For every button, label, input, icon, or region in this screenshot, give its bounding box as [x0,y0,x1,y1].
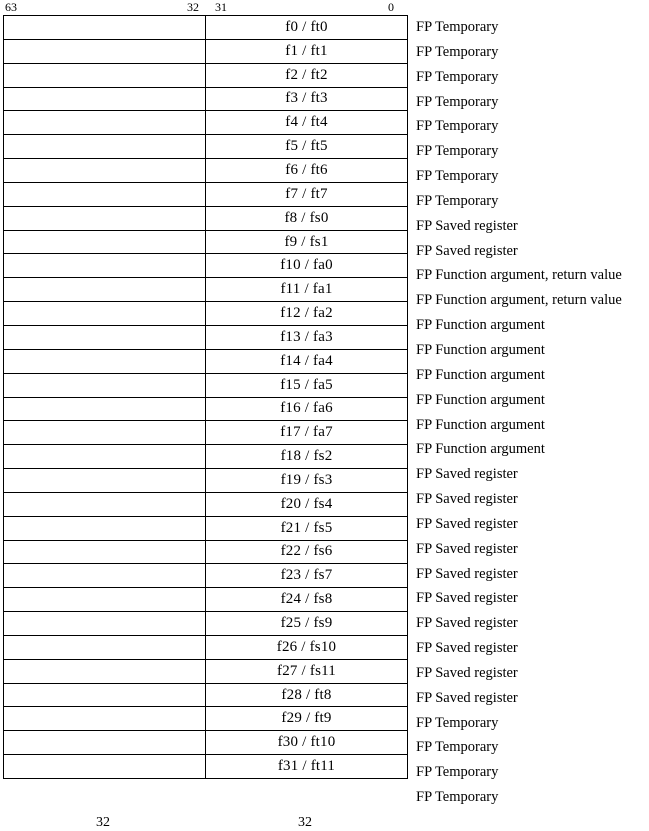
register-name-cell: f11 / fa1 [206,278,408,302]
register-upper-half-cell [4,254,206,278]
register-name-cell: f15 / fa5 [206,373,408,397]
register-name-cell: f12 / fa2 [206,302,408,326]
register-description: FP Temporary [416,168,499,185]
register-description: FP Function argument [416,317,545,334]
register-name-cell: f8 / fs0 [206,206,408,230]
register-row [4,135,408,159]
register-table-body [4,16,408,779]
register-row [4,230,408,254]
register-upper-half-cell [4,397,206,421]
register-upper-half-cell [4,135,206,159]
register-upper-half-cell [4,707,206,731]
bit-label-31: 31 [215,0,227,14]
register-description: FP Function argument [416,391,545,408]
register-name-cell: f3 / ft3 [206,87,408,111]
register-name-cell: f18 / fs2 [206,445,408,469]
bit-label-32: 32 [187,0,199,14]
register-description: FP Saved register [416,565,518,582]
register-name-cell: f19 / fs3 [206,469,408,493]
register-description: FP Saved register [416,664,518,681]
register-upper-half-cell [4,87,206,111]
register-description: FP Temporary [416,764,499,781]
register-name-cell: f25 / fs9 [206,612,408,636]
register-description: FP Saved register [416,615,518,632]
register-row [4,159,408,183]
register-name-cell: f27 / fs11 [206,659,408,683]
register-row [4,731,408,755]
register-row [4,588,408,612]
register-description: FP Saved register [416,540,518,557]
register-description: FP Temporary [416,118,499,135]
register-description: FP Saved register [416,491,518,508]
register-name-cell: f28 / ft8 [206,683,408,707]
register-row [4,445,408,469]
register-name-cell: f9 / fs1 [206,230,408,254]
register-description: FP Temporary [416,192,499,209]
register-name-cell: f6 / ft6 [206,159,408,183]
register-name-cell: f30 / ft10 [206,731,408,755]
register-upper-half-cell [4,39,206,63]
bit-label-63: 63 [5,0,17,14]
register-description: FP Temporary [416,93,499,110]
register-row [4,755,408,779]
register-row [4,39,408,63]
register-description: FP Function argument [416,341,545,358]
register-upper-half-cell [4,278,206,302]
register-name-cell: f0 / ft0 [206,16,408,40]
register-description: FP Function argument [416,366,545,383]
register-description: FP Saved register [416,217,518,234]
register-upper-half-cell [4,159,206,183]
register-row [4,325,408,349]
register-upper-half-cell [4,564,206,588]
register-upper-half-cell [4,325,206,349]
register-table [3,15,408,779]
register-name-cell: f26 / fs10 [206,635,408,659]
register-name-cell: f17 / fa7 [206,421,408,445]
register-upper-half-cell [4,63,206,87]
width-label-upper: 32 [96,815,110,830]
register-upper-half-cell [4,469,206,493]
register-upper-half-cell [4,755,206,779]
register-name-cell: f2 / ft2 [206,63,408,87]
register-description: FP Saved register [416,466,518,483]
register-upper-half-cell [4,421,206,445]
register-upper-half-cell [4,302,206,326]
register-name-cell: f29 / ft9 [206,707,408,731]
register-description-list [416,15,622,810]
register-description: FP Temporary [416,739,499,756]
register-row [4,373,408,397]
register-row [4,254,408,278]
register-row [4,540,408,564]
register-description: FP Saved register [416,640,518,657]
register-description: FP Saved register [416,689,518,706]
register-row [4,111,408,135]
register-row [4,492,408,516]
register-name-cell: f16 / fa6 [206,397,408,421]
register-upper-half-cell [4,635,206,659]
register-upper-half-cell [4,445,206,469]
register-description: FP Saved register [416,590,518,607]
register-name-cell: f1 / ft1 [206,39,408,63]
register-row [4,206,408,230]
register-name-cell: f21 / fs5 [206,516,408,540]
register-upper-half-cell [4,516,206,540]
register-description: FP Function argument [416,416,545,433]
register-description: FP Function argument, return value [416,292,622,309]
register-row [4,612,408,636]
register-name-cell: f7 / ft7 [206,182,408,206]
register-row [4,349,408,373]
register-row [4,397,408,421]
register-row [4,302,408,326]
register-description: FP Temporary [416,143,499,160]
register-description: FP Saved register [416,242,518,259]
register-row [4,516,408,540]
register-upper-half-cell [4,373,206,397]
register-name-cell: f10 / fa0 [206,254,408,278]
register-name-cell: f24 / fs8 [206,588,408,612]
register-description: FP Saved register [416,515,518,532]
register-upper-half-cell [4,540,206,564]
register-row [4,659,408,683]
register-upper-half-cell [4,659,206,683]
register-name-cell: f5 / ft5 [206,135,408,159]
register-description: FP Function argument, return value [416,267,622,284]
register-name-cell: f4 / ft4 [206,111,408,135]
register-description: FP Temporary [416,43,499,60]
register-description: FP Temporary [416,714,499,731]
register-upper-half-cell [4,731,206,755]
register-name-cell: f23 / fs7 [206,564,408,588]
register-row [4,469,408,493]
register-name-cell: f13 / fa3 [206,325,408,349]
register-row [4,635,408,659]
register-name-cell: f22 / fs6 [206,540,408,564]
register-upper-half-cell [4,612,206,636]
register-description: FP Temporary [416,68,499,85]
register-row [4,278,408,302]
register-upper-half-cell [4,492,206,516]
register-name-cell: f20 / fs4 [206,492,408,516]
register-row [4,564,408,588]
register-upper-half-cell [4,16,206,40]
register-name-cell: f31 / ft11 [206,755,408,779]
register-upper-half-cell [4,206,206,230]
register-upper-half-cell [4,588,206,612]
register-upper-half-cell [4,111,206,135]
register-row [4,683,408,707]
register-description: FP Function argument [416,441,545,458]
register-upper-half-cell [4,683,206,707]
register-row [4,182,408,206]
register-upper-half-cell [4,230,206,254]
width-label-lower: 32 [298,815,312,830]
register-row [4,87,408,111]
bit-label-0: 0 [388,0,394,14]
register-row [4,421,408,445]
register-description: FP Temporary [416,19,499,35]
register-row [4,707,408,731]
register-upper-half-cell [4,182,206,206]
register-description: FP Temporary [416,789,499,806]
register-row [4,16,408,40]
register-name-cell: f14 / fa4 [206,349,408,373]
register-upper-half-cell [4,349,206,373]
register-row [4,63,408,87]
